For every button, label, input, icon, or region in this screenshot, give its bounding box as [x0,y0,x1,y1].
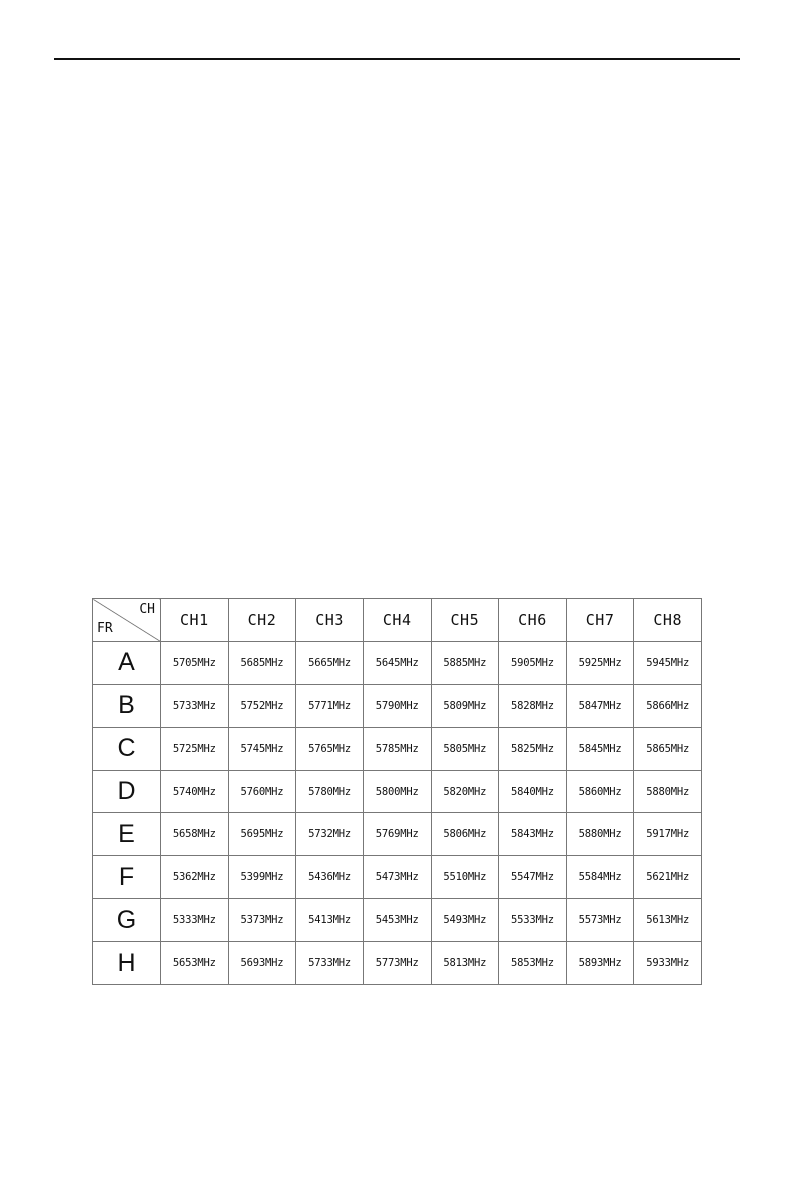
corner-ch-label: CH [139,602,155,617]
band-label: A [93,641,161,684]
channel-header: CH8 [634,599,702,642]
table-header-row [93,599,702,642]
frequency-cell: 5933MHz [634,942,702,985]
frequency-cell: 5760MHz [228,770,296,813]
frequency-cell: 5769MHz [363,813,431,856]
frequency-cell: 5362MHz [161,856,229,899]
table-row [93,899,702,942]
frequency-cell: 5840MHz [499,770,567,813]
frequency-cell: 5473MHz [363,856,431,899]
frequency-cell: 5847MHz [566,684,634,727]
frequency-cell: 5413MHz [296,899,364,942]
frequency-cell: 5843MHz [499,813,567,856]
frequency-cell: 5893MHz [566,942,634,985]
frequency-cell: 5860MHz [566,770,634,813]
frequency-cell: 5765MHz [296,727,364,770]
frequency-cell: 5905MHz [499,641,567,684]
frequency-cell: 5752MHz [228,684,296,727]
frequency-cell: 5658MHz [161,813,229,856]
channel-header: CH4 [363,599,431,642]
frequency-cell: 5845MHz [566,727,634,770]
frequency-cell: 5945MHz [634,641,702,684]
frequency-cell: 5828MHz [499,684,567,727]
corner-fr-label: FR [97,620,113,636]
frequency-cell: 5573MHz [566,899,634,942]
frequency-cell: 5584MHz [566,856,634,899]
table-row [93,684,702,727]
band-label: G [93,899,161,942]
channel-header: CH5 [431,599,499,642]
frequency-cell: 5809MHz [431,684,499,727]
frequency-cell: 5547MHz [499,856,567,899]
band-label: D [93,770,161,813]
frequency-cell: 5695MHz [228,813,296,856]
frequency-cell: 5925MHz [566,641,634,684]
band-label: C [93,727,161,770]
frequency-cell: 5653MHz [161,942,229,985]
frequency-cell: 5621MHz [634,856,702,899]
table-row [93,813,702,856]
frequency-cell: 5771MHz [296,684,364,727]
frequency-table [92,598,702,985]
frequency-cell: 5733MHz [161,684,229,727]
header-rule [54,58,740,60]
channel-header: CH6 [499,599,567,642]
frequency-cell: 5436MHz [296,856,364,899]
frequency-cell: 5373MHz [228,899,296,942]
frequency-cell: 5399MHz [228,856,296,899]
frequency-cell: 5773MHz [363,942,431,985]
frequency-cell: 5693MHz [228,942,296,985]
frequency-cell: 5740MHz [161,770,229,813]
channel-header: CH7 [566,599,634,642]
channel-header: CH2 [228,599,296,642]
frequency-cell: 5493MHz [431,899,499,942]
frequency-cell: 5685MHz [228,641,296,684]
frequency-cell: 5705MHz [161,641,229,684]
frequency-cell: 5510MHz [431,856,499,899]
table-row [93,727,702,770]
frequency-cell: 5453MHz [363,899,431,942]
channel-header: CH1 [161,599,229,642]
frequency-cell: 5732MHz [296,813,364,856]
frequency-cell: 5790MHz [363,684,431,727]
frequency-cell: 5825MHz [499,727,567,770]
frequency-cell: 5866MHz [634,684,702,727]
table-row [93,856,702,899]
band-label: H [93,942,161,985]
band-label: B [93,684,161,727]
frequency-cell: 5917MHz [634,813,702,856]
corner-cell [93,599,161,642]
table-row [93,770,702,813]
frequency-cell: 5745MHz [228,727,296,770]
frequency-cell: 5806MHz [431,813,499,856]
frequency-cell: 5785MHz [363,727,431,770]
frequency-cell: 5333MHz [161,899,229,942]
band-label: F [93,856,161,899]
frequency-cell: 5880MHz [566,813,634,856]
frequency-cell: 5813MHz [431,942,499,985]
frequency-cell: 5733MHz [296,942,364,985]
table-row [93,641,702,684]
frequency-cell: 5805MHz [431,727,499,770]
frequency-cell: 5645MHz [363,641,431,684]
frequency-cell: 5820MHz [431,770,499,813]
frequency-cell: 5665MHz [296,641,364,684]
frequency-cell: 5885MHz [431,641,499,684]
frequency-cell: 5865MHz [634,727,702,770]
band-label: E [93,813,161,856]
channel-header: CH3 [296,599,364,642]
frequency-cell: 5853MHz [499,942,567,985]
frequency-cell: 5533MHz [499,899,567,942]
frequency-cell: 5880MHz [634,770,702,813]
table-row [93,942,702,985]
frequency-cell: 5725MHz [161,727,229,770]
frequency-cell: 5800MHz [363,770,431,813]
frequency-cell: 5613MHz [634,899,702,942]
frequency-cell: 5780MHz [296,770,364,813]
